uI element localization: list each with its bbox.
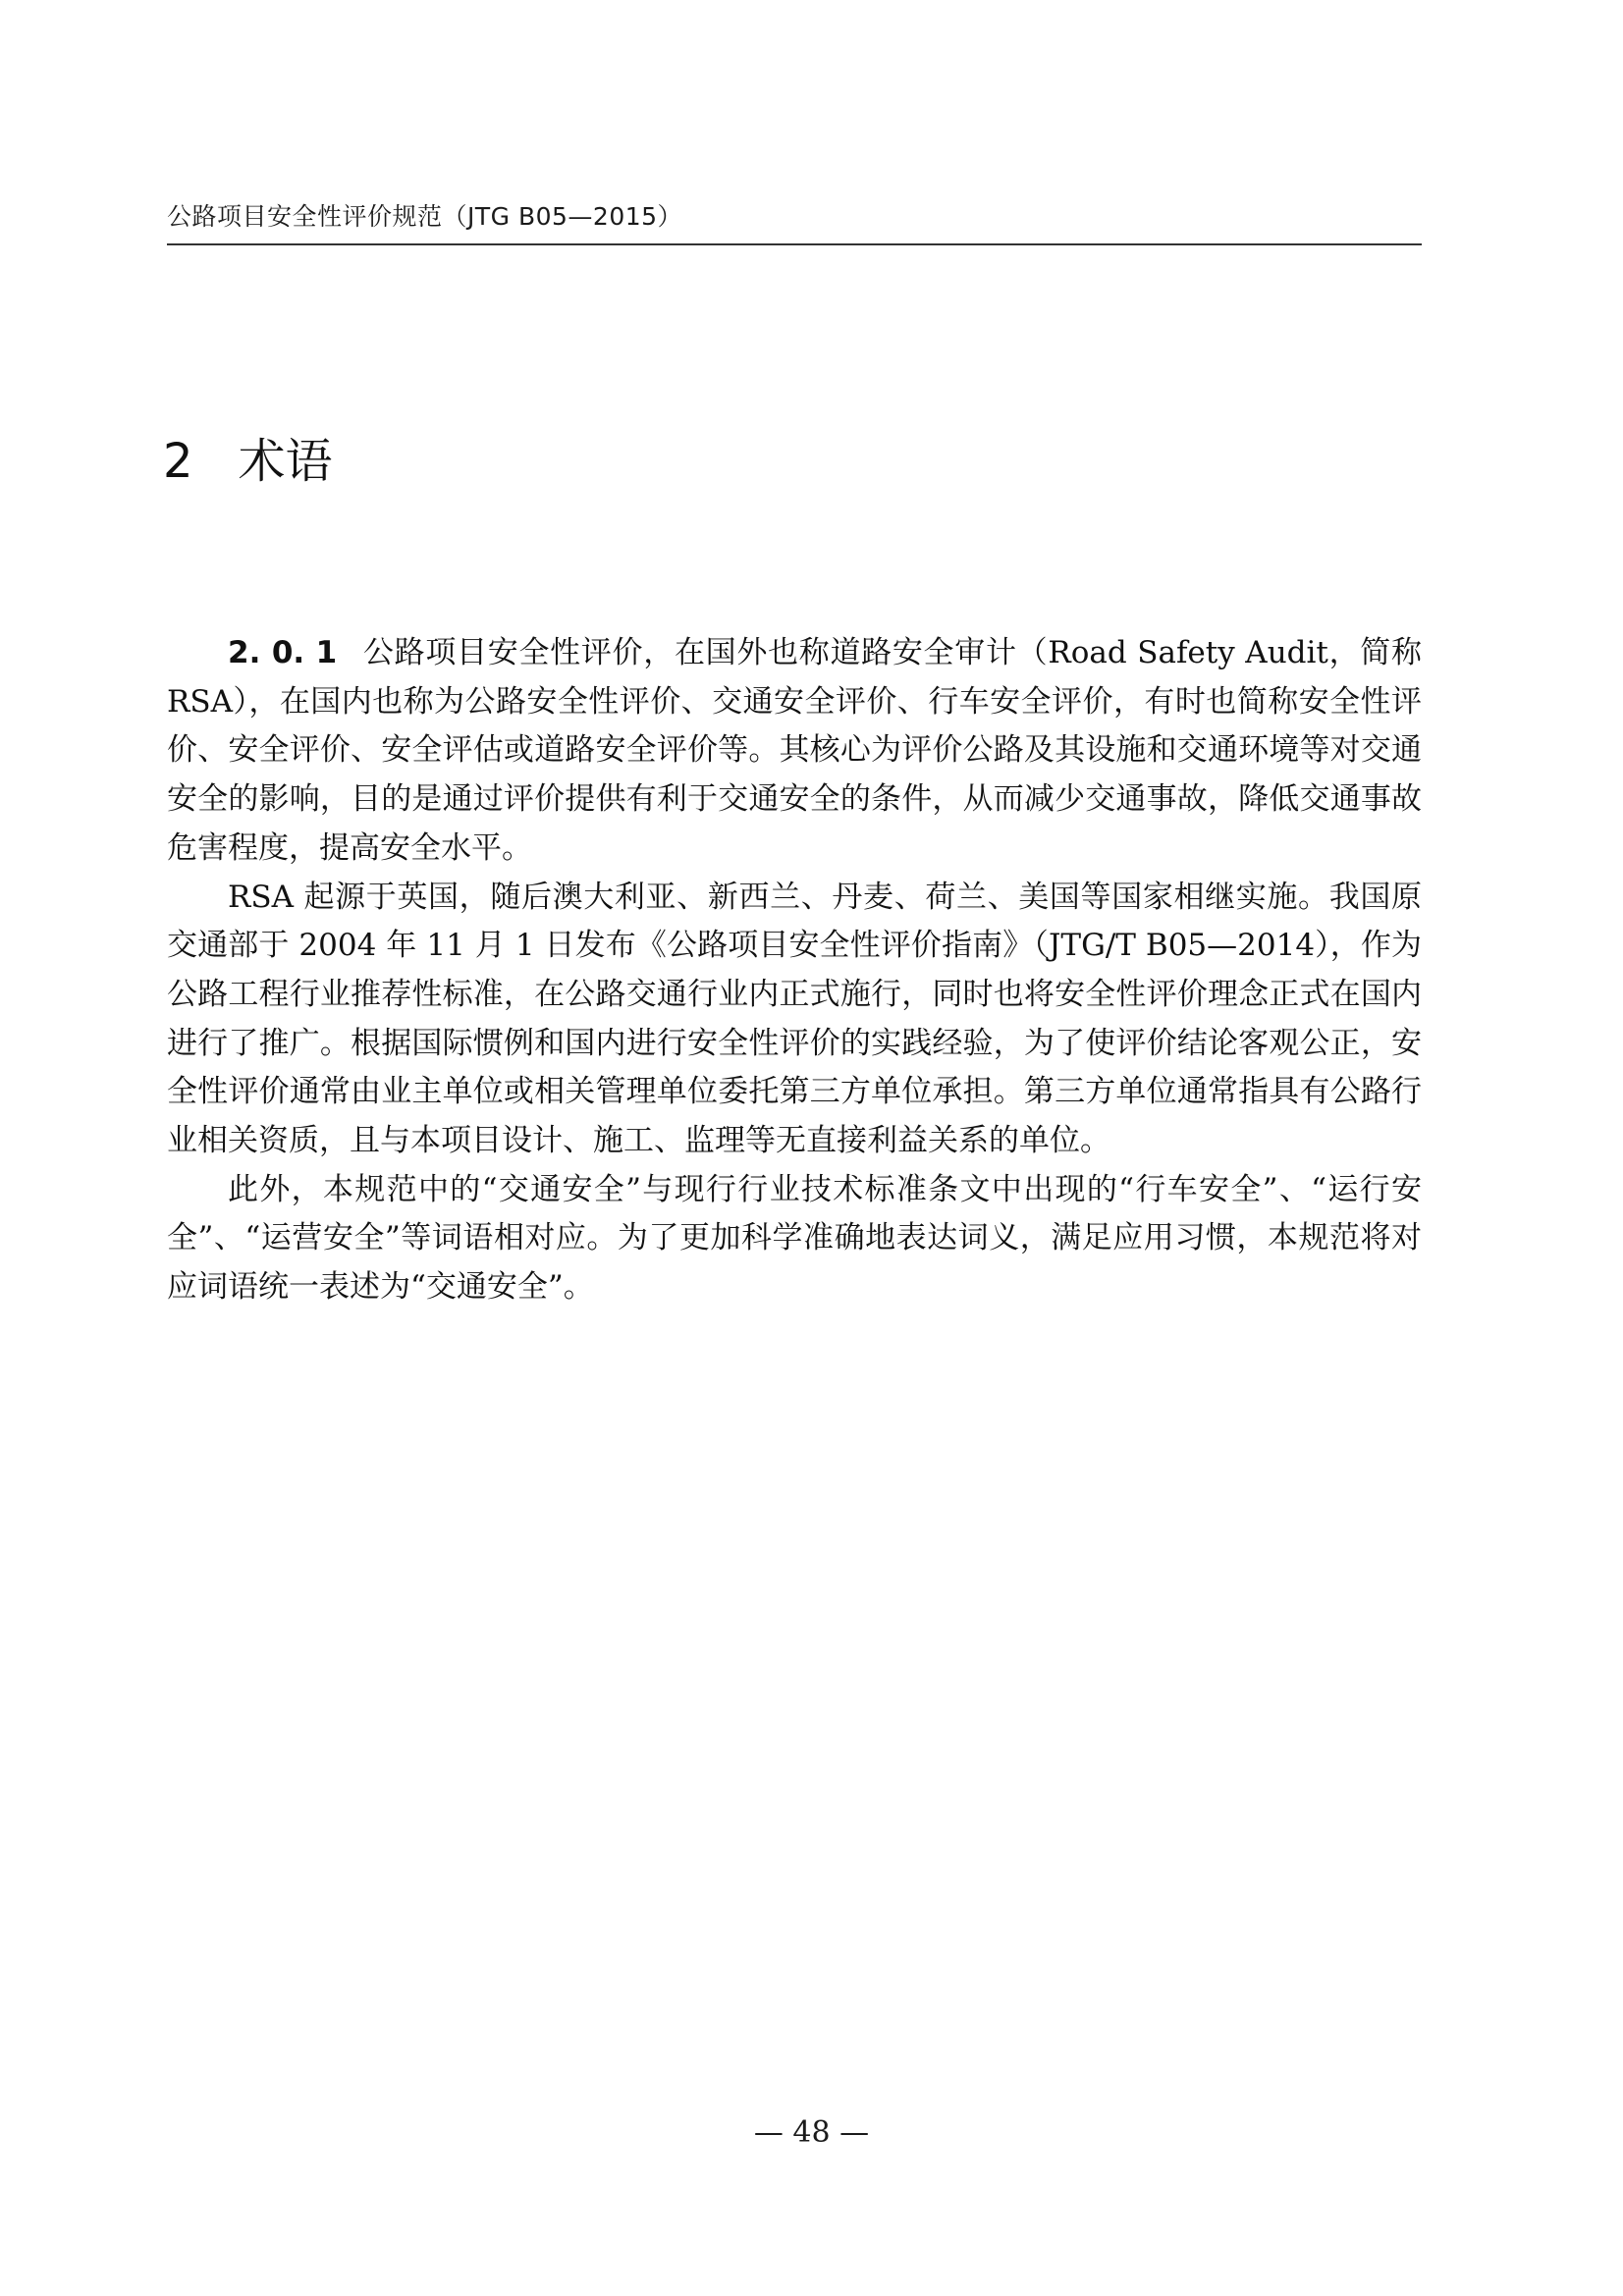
chapter-name: 术语: [238, 434, 333, 489]
clause-paragraph-1-text: 公路项目安全性评价，在国外也称道路安全审计（Road Safety Audit，简称RSA），在国内也称为公路安全性评价、交通安全评价、行车安全评价，有时也简称安全性评价、安全评价、安全评估或道路安全评价等。其核心为评价公路及其设施和交通环境等对交通安全的影响，目的是通过评价提供有利于交通安全的条件，从而减少交通事故，降低交通事故危害程度，提高安全水平。: [167, 635, 1422, 866]
clause-paragraph-3: 此外，本规范中的“交通安全”与现行行业技术标准条文中出现的“行车安全”、“运行安全”、“运营安全”等词语相对应。为了更加科学准确地表达词义，满足应用习惯，本规范将对应词语统一表述为“交通安全”。: [167, 1171, 1422, 1306]
page-number: — 48 —: [753, 2115, 870, 2150]
chapter-title: [163, 432, 333, 491]
header-divider: [167, 243, 1422, 245]
chapter-number: 2: [163, 434, 193, 489]
clause-2-0-1: [167, 629, 1422, 1312]
clause-paragraph-1: [167, 629, 1422, 874]
running-header: 公路项目安全性评价规范（JTG B05—2015）: [167, 202, 683, 231]
clause-number: 2. 0. 1: [228, 635, 338, 670]
clause-paragraph-2: RSA 起源于英国，随后澳大利亚、新西兰、丹麦、荷兰、美国等国家相继实施。我国原交通部于 2004 年 11 月 1 日发布《公路项目安全性评价指南》（JTG/T B05—2014），作为公路工程行业推荐性标准，在公路交通行业内正式施行，同时也将安全性评价理念正式在国内进行了推广。根据国际惯例和国内进行安全性评价的实践经验，为了使评价结论客观公正，安全性评价通常由业主单位或相关管理单位委托第三方单位承担。第三方单位通常指具有公路行业相关资质，且与本项目设计、施工、监理等无直接利益关系的单位。: [167, 879, 1422, 1159]
